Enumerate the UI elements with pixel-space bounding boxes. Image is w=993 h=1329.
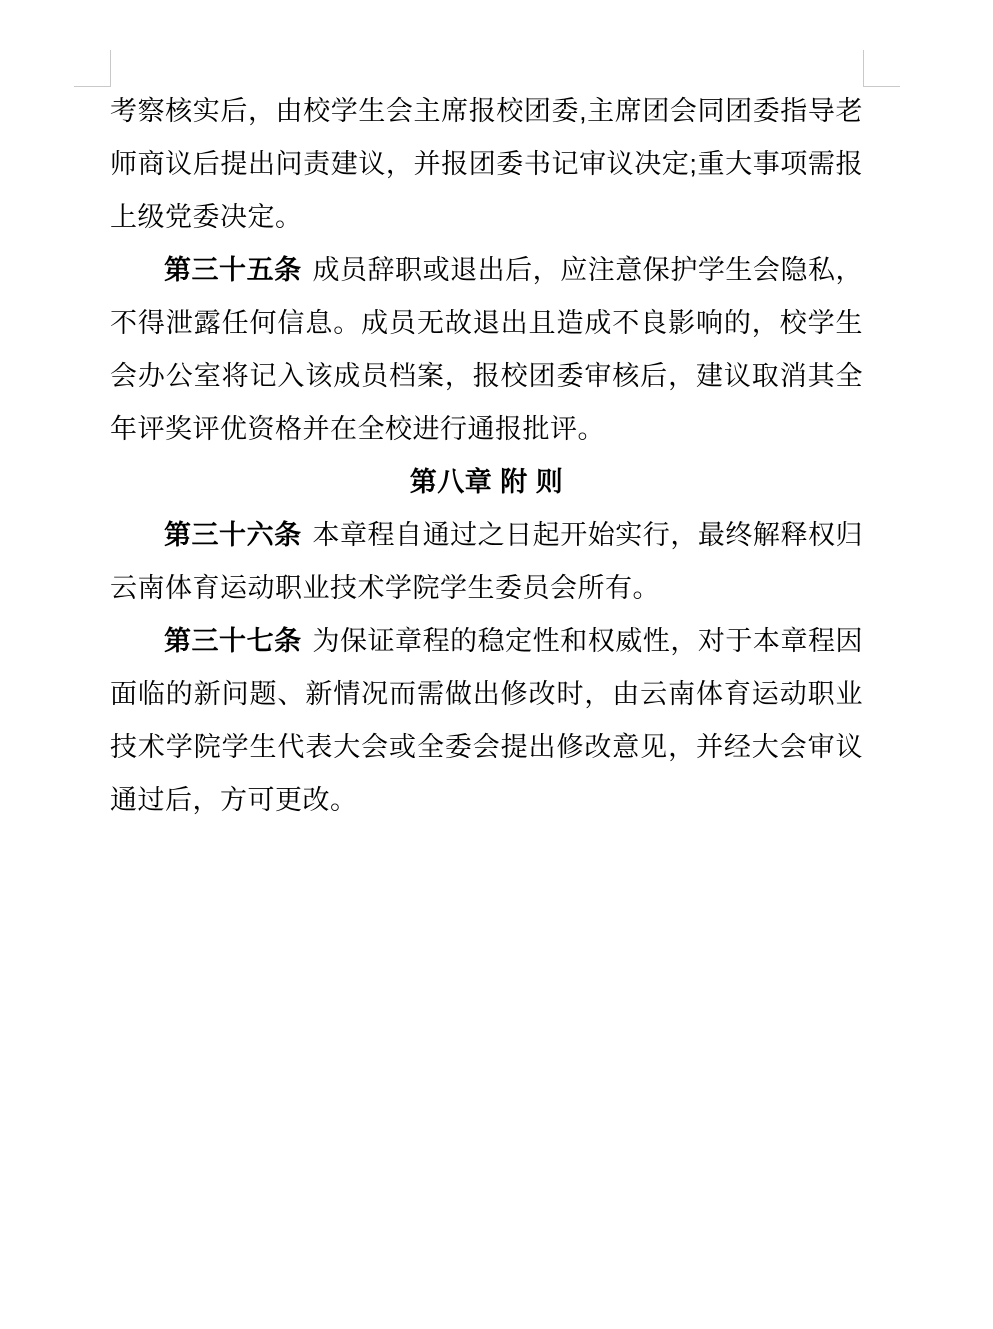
article-text-35: 成员辞职或退出后，应注意保护学生会隐私，不得泄露任何信息。成员无故退出且造成不良影响的，校学生会办公室将记入该成员档案，报校团委审核后，建议取消其全年评奖评优资格并在全校进行通报批评。 [110, 255, 864, 444]
paragraph-text: 考察核实后，由校学生会主席报校团委,主席团会同团委指导老师商议后提出问责建议，并报团委书记审议决定;重大事项需报上级党委决定。 [110, 96, 863, 232]
article-number-35: 第三十五条 [164, 255, 302, 285]
paragraph-continuation [110, 85, 863, 244]
text-boundary-corner-mark-top-right [863, 50, 900, 87]
paragraph-article-36 [110, 509, 863, 615]
paragraph-article-35 [110, 244, 863, 456]
article-number-36: 第三十六条 [164, 520, 302, 550]
chapter-heading: 第八章 附 则 [409, 467, 564, 497]
article-text-37: 为保证章程的稳定性和权威性，对于本章程因面临的新问题、新情况而需做出修改时，由云南体育运动职业技术学院学生代表大会或全委会提出修改意见，并经大会审议通过后，方可更改。 [110, 626, 864, 815]
paragraph-article-37 [110, 615, 863, 827]
article-text-36: 本章程自通过之日起开始实行，最终解释权归云南体育运动职业技术学院学生委员会所有。 [110, 520, 864, 603]
text-boundary-corner-mark-top-left [74, 50, 111, 87]
article-number-37: 第三十七条 [164, 626, 302, 656]
document-text-area [110, 85, 863, 827]
